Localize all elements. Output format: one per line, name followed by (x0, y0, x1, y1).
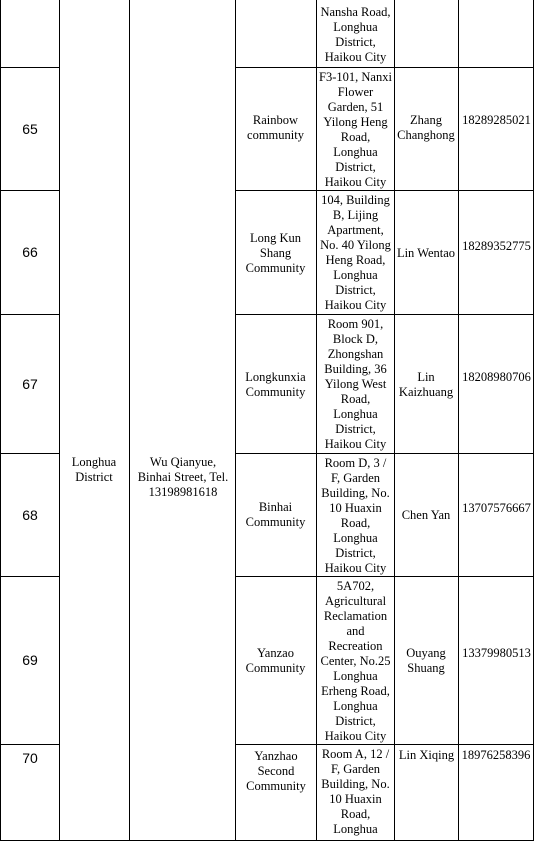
table-row-address (317, 577, 395, 745)
table-row-phone (459, 745, 534, 841)
table-row-contact (395, 0, 459, 68)
table-row-contact (395, 191, 459, 315)
table-row-number (0, 315, 60, 454)
community-text: Yanzhao Second Community (246, 749, 306, 793)
table-row-contact (395, 745, 459, 841)
table-row-contact (395, 315, 459, 454)
table-row-number (0, 191, 60, 315)
district-text: Longhua District (71, 455, 117, 484)
address-text: 5A702, Agricultural Reclamation and Recreation Center, No.25 Longhua Erheng Road, Longhua District, Haikou City (320, 579, 391, 743)
table-row-phone (459, 454, 534, 577)
community-text: Rainbow community (247, 113, 304, 142)
table-row-number (0, 745, 60, 841)
table-row-contact (395, 577, 459, 745)
table-row-address (317, 191, 395, 315)
table-row-address (317, 315, 395, 454)
row-number-text: 69 (22, 652, 38, 668)
table-row-phone (459, 315, 534, 454)
row-number-text: 70 (22, 750, 38, 766)
table-row-community (236, 577, 317, 745)
row-number-text: 66 (22, 244, 38, 260)
address-text: F3-101, Nanxi Flower Garden, 51 Yilong Heng Road, Longhua District, Haikou City (319, 70, 392, 189)
table-row-contact (395, 68, 459, 191)
community-text: Binhai Community (245, 500, 306, 529)
contact-text: Ouyang Shuang (406, 646, 446, 675)
phone-text: 18289285021 (462, 113, 531, 127)
contact-text: Lin Wentao (396, 246, 456, 260)
community-text: Yanzao Community (245, 646, 306, 675)
table-row-community (236, 68, 317, 191)
contact-text: Chen Yan (401, 508, 451, 522)
address-text: 104, Building B, Lijing Apartment, No. 40 Yilong Heng Road, Longhua District, Haikou City (320, 193, 391, 312)
community-text: Long Kun Shang Community (245, 231, 306, 275)
phone-text: 13379980513 (462, 646, 531, 660)
table-row-number (0, 577, 60, 745)
phone-text: 18208980706 (462, 370, 531, 384)
phone-text: 18289352775 (462, 239, 531, 253)
street-contact-text: Wu Qianyue, Binhai Street, Tel. 13198981618 (137, 455, 229, 499)
row-number-text: 68 (22, 506, 38, 523)
table-row-address (317, 454, 395, 577)
table-row-number (0, 68, 60, 191)
address-text: Room A, 12 / F, Garden Building, No. 10 Huaxin Road, Longhua (321, 747, 390, 836)
row-number-text: 67 (22, 375, 38, 392)
contact-text: Lin Kaizhuang (398, 370, 454, 399)
table-row-phone (459, 68, 534, 191)
district-cell (60, 0, 130, 841)
contact-text: Zhang Changhong (397, 113, 455, 142)
phone-text: 13707576667 (462, 501, 531, 515)
contact-text: Lin Xiqing (398, 748, 455, 762)
street-contact-cell (130, 0, 236, 841)
address-text: Room 901, Block D, Zhongshan Building, 36 Yilong West Road, Longhua District, Haikou City (324, 317, 387, 451)
table-row-phone (459, 577, 534, 745)
row-number-text: 65 (22, 120, 38, 137)
phone-text: 18976258396 (461, 748, 531, 762)
table-row-community (236, 315, 317, 454)
table-row-community (236, 745, 317, 841)
address-text: Room D, 3 / F, Garden Building, No. 10 Huaxin Road, Longhua District, Haikou City (321, 456, 390, 575)
table-row-number (0, 0, 60, 68)
table-row-number (0, 454, 60, 577)
table-row-contact (395, 454, 459, 577)
table-row-address (317, 68, 395, 191)
table-row-address (317, 745, 395, 841)
table-row-phone (459, 191, 534, 315)
table-row-address (317, 0, 395, 68)
table-row-community (236, 0, 317, 68)
table-row-community (236, 191, 317, 315)
table-row-community (236, 454, 317, 577)
address-text: Nansha Road, Longhua District, Haikou City (320, 5, 391, 64)
community-text: Longkunxia Community (245, 370, 306, 399)
table-row-phone (459, 0, 534, 68)
